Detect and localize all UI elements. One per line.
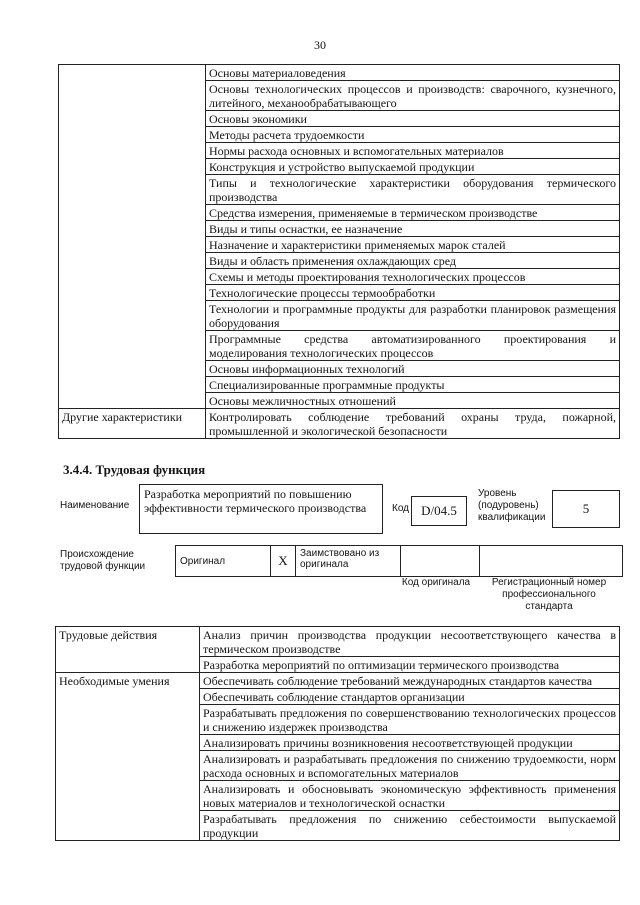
knowledge-item: Методы расчета трудоемкости xyxy=(206,127,620,143)
knowledge-item: Виды и область применения охлаждающих сред xyxy=(206,253,620,269)
skill-item: Разрабатывать предложения по совершенствованию технологических процессов и снижению издержек производства xyxy=(200,705,620,735)
skill-item: Обеспечивать соблюдение требований международных стандартов качества xyxy=(200,673,620,689)
knowledge-item: Технологические процессы термообработки xyxy=(206,285,620,301)
knowledge-item: Основы технологических процессов и производств: сварочного, кузнечного, литейного, механообрабатывающего xyxy=(206,81,620,111)
knowledge-item: Основы информационных технологий xyxy=(206,361,620,377)
knowledge-item: Конструкция и устройство выпускаемой продукции xyxy=(206,159,620,175)
qualification-level-value: 5 xyxy=(552,490,620,528)
table-row xyxy=(56,627,620,657)
reg-number-cell xyxy=(480,546,623,577)
origin-label: Происхождение трудовой функции xyxy=(60,549,146,572)
labor-action-item: Разработка мероприятий по оптимизации термического производства xyxy=(200,657,620,673)
other-characteristics-value: Контролировать соблюдение требований охраны труда, пожарной, промышленной и экологической безопасности xyxy=(206,409,620,439)
reg-number-caption: Регистрационный номер профессионального стандарта xyxy=(491,577,607,612)
other-characteristics-label: Другие характеристики xyxy=(59,409,206,439)
origin-table xyxy=(175,545,623,577)
table-row xyxy=(176,546,623,577)
knowledge-item: Назначение и характеристики применяемых марок сталей xyxy=(206,237,620,253)
knowledge-item: Средства измерения, применяемые в термическом производстве xyxy=(206,205,620,221)
required-knowledge-table xyxy=(58,64,620,439)
skill-item: Разрабатывать предложения по снижению себестоимости выпускаемой продукции xyxy=(200,811,620,841)
knowledge-item: Схемы и методы проектирования технологических процессов xyxy=(206,269,620,285)
knowledge-item: Программные средства автоматизированного проектирования и моделирования технологических процессов xyxy=(206,331,620,361)
code-original-caption: Код оригинала xyxy=(401,577,471,588)
knowledge-item: Нормы расхода основных и вспомогательных материалов xyxy=(206,143,620,159)
knowledge-item: Специализированные программные продукты xyxy=(206,377,620,393)
naming-label: Наименование xyxy=(60,500,130,511)
skill-item: Анализировать и разрабатывать предложения по снижению трудоемкости, норм расхода основных и вспомогательных материалов xyxy=(200,751,620,781)
skill-item: Обеспечивать соблюдение стандартов организации xyxy=(200,689,620,705)
knowledge-label-cell xyxy=(59,65,206,409)
table-row xyxy=(56,673,620,689)
code-value: D/04.5 xyxy=(411,496,467,526)
knowledge-item: Основы материаловедения xyxy=(206,65,620,81)
labor-actions-label: Трудовые действия xyxy=(56,627,200,673)
borrowed-cell: Заимствовано из оригинала xyxy=(296,546,401,577)
knowledge-item: Типы и технологические характеристики оборудования термического производства xyxy=(206,175,620,205)
labor-function-table xyxy=(55,626,620,841)
naming-value: Разработка мероприятий по повышению эффективности термического производства xyxy=(139,484,383,534)
knowledge-item: Технологии и программные продукты для разработки планировок размещения оборудования xyxy=(206,301,620,331)
code-label: Код xyxy=(392,503,410,514)
table-row xyxy=(59,65,620,81)
original-mark: X xyxy=(271,546,296,577)
table-row xyxy=(59,409,620,439)
labor-action-item: Анализ причин производства продукции несоответствующего качества в термическом производстве xyxy=(200,627,620,657)
code-original-cell xyxy=(401,546,480,577)
knowledge-item: Основы межличностных отношений xyxy=(206,393,620,409)
page-number: 30 xyxy=(314,38,326,52)
section-heading: 3.4.4. Трудовая функция xyxy=(63,462,206,477)
qualification-level-label: Уровень (подуровень) квалификации xyxy=(478,488,546,523)
knowledge-item: Виды и типы оснастки, ее назначение xyxy=(206,221,620,237)
original-cell: Оригинал xyxy=(176,546,271,577)
skill-item: Анализировать и обосновывать экономическую эффективность применения новых материалов и технологической оснастки xyxy=(200,781,620,811)
skill-item: Анализировать причины возникновения несоответствующей продукции xyxy=(200,735,620,751)
knowledge-item: Основы экономики xyxy=(206,111,620,127)
required-skills-label: Необходимые умения xyxy=(56,673,200,841)
